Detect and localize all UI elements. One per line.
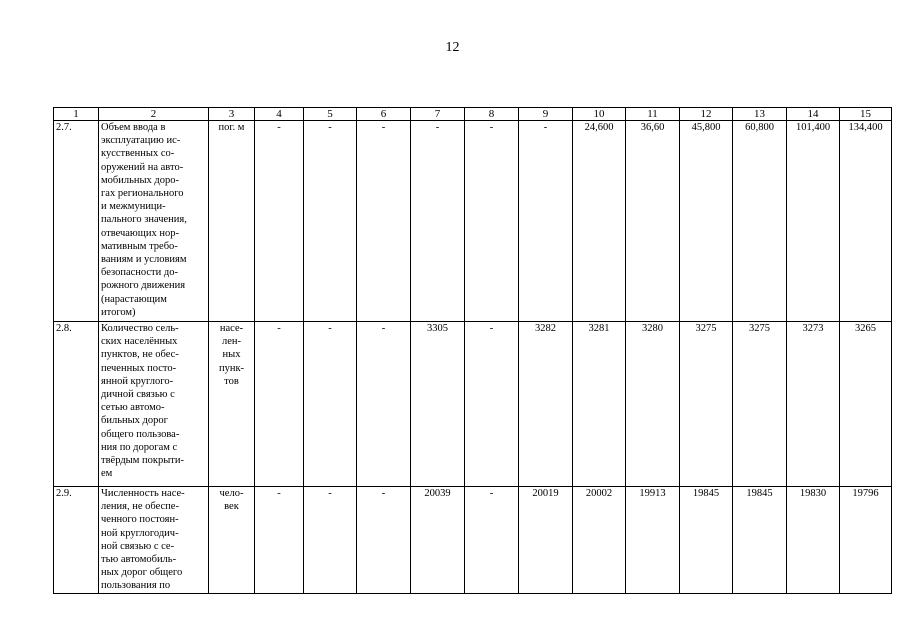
name-line: ной круглогодич- xyxy=(101,527,179,539)
name-line: гах регионального xyxy=(101,188,184,200)
value-cell: - xyxy=(255,121,304,322)
row-number: 2.8. xyxy=(54,322,99,487)
value-cell: 3275 xyxy=(733,322,787,487)
table-header-row xyxy=(54,108,892,121)
value-cell: 19913 xyxy=(626,487,680,594)
value-cell: 3282 xyxy=(519,322,573,487)
name-line: отвечающих нор- xyxy=(101,227,179,239)
name-line: и межмуници- xyxy=(101,201,166,213)
value-cell: 60,800 xyxy=(733,121,787,322)
table-row xyxy=(54,487,892,594)
value-cell: 36,60 xyxy=(626,121,680,322)
indicator-name xyxy=(99,322,209,487)
value-cell: 101,400 xyxy=(787,121,840,322)
unit-line: чело- xyxy=(219,488,244,499)
value-cell: 20019 xyxy=(519,487,573,594)
value-cell: - xyxy=(465,487,519,594)
value-cell: - xyxy=(255,322,304,487)
column-header: 3 xyxy=(209,108,255,121)
name-line: ваниям и условиям xyxy=(101,254,187,266)
column-header: 10 xyxy=(573,108,626,121)
value-cell: - xyxy=(255,487,304,594)
value-cell: 19830 xyxy=(787,487,840,594)
name-line: мобильных доро- xyxy=(101,174,180,186)
unit-line: лен- xyxy=(221,336,242,348)
value-cell: 19845 xyxy=(733,487,787,594)
name-line: бильных дорог xyxy=(101,415,168,427)
name-line: оружений на авто- xyxy=(101,161,184,173)
column-header: 1 xyxy=(54,108,99,121)
column-header: 14 xyxy=(787,108,840,121)
data-table xyxy=(53,107,892,594)
name-line: пунктов, не обес- xyxy=(101,349,179,361)
value-cell: - xyxy=(304,487,357,594)
name-line: (нарастающим xyxy=(101,293,167,305)
name-line: Численность насе- xyxy=(101,488,185,499)
name-line: пользования по xyxy=(101,580,171,592)
value-cell: 3273 xyxy=(787,322,840,487)
table-row xyxy=(54,322,892,487)
unit-line: пог. м xyxy=(218,122,245,133)
column-header: 9 xyxy=(519,108,573,121)
column-header: 8 xyxy=(465,108,519,121)
name-line: эксплуатацию ис- xyxy=(101,135,181,147)
value-cell: - xyxy=(357,487,411,594)
name-line: твёрдым покрыти- xyxy=(101,455,184,467)
indicator-name xyxy=(99,487,209,594)
unit-line: насе- xyxy=(219,323,244,334)
column-header: 7 xyxy=(411,108,465,121)
column-header: 2 xyxy=(99,108,209,121)
name-line: ем xyxy=(101,468,113,480)
name-line: Количество сель- xyxy=(101,323,179,334)
page-number: 12 xyxy=(445,40,460,55)
name-line: безопасности до- xyxy=(101,267,178,279)
value-cell: - xyxy=(465,322,519,487)
name-line: ных дорог общего xyxy=(101,567,183,579)
name-line: общего пользова- xyxy=(101,428,180,440)
unit-cell xyxy=(209,121,255,322)
column-header: 5 xyxy=(304,108,357,121)
unit-cell xyxy=(209,487,255,594)
name-line: печенных посто- xyxy=(101,362,177,374)
value-cell: 24,600 xyxy=(573,121,626,322)
name-line: ления, не обеспе- xyxy=(101,501,179,513)
name-line: сетью автомо- xyxy=(101,402,165,414)
name-line: итогом) xyxy=(101,306,136,318)
value-cell: 3281 xyxy=(573,322,626,487)
value-cell: 3275 xyxy=(680,322,733,487)
column-header: 12 xyxy=(680,108,733,121)
value-cell: 19845 xyxy=(680,487,733,594)
value-cell: 3305 xyxy=(411,322,465,487)
name-line: Объем ввода в xyxy=(101,122,166,133)
row-number: 2.7. xyxy=(54,121,99,322)
name-line: ной связью с се- xyxy=(101,540,175,552)
unit-line: тов xyxy=(224,375,239,387)
name-line: ния по дорогам с xyxy=(101,441,178,453)
indicator-name xyxy=(99,121,209,322)
value-cell: 20039 xyxy=(411,487,465,594)
value-cell: 134,400 xyxy=(840,121,892,322)
name-line: дичной связью с xyxy=(101,389,175,401)
name-line: ских населённых xyxy=(101,336,178,348)
value-cell: 20002 xyxy=(573,487,626,594)
unit-line: ных xyxy=(222,349,241,361)
unit-cell xyxy=(209,322,255,487)
name-line: кусственных со- xyxy=(101,148,175,160)
column-header: 11 xyxy=(626,108,680,121)
name-line: ченного постоян- xyxy=(101,514,179,526)
name-line: пального значения, xyxy=(101,214,187,226)
row-number: 2.9. xyxy=(54,487,99,594)
unit-line: век xyxy=(224,501,239,513)
value-cell: 3265 xyxy=(840,322,892,487)
column-header: 13 xyxy=(733,108,787,121)
value-cell: - xyxy=(411,121,465,322)
value-cell: 3280 xyxy=(626,322,680,487)
name-line: янной круглого- xyxy=(101,375,174,387)
value-cell: - xyxy=(519,121,573,322)
column-header: 15 xyxy=(840,108,892,121)
value-cell: - xyxy=(304,121,357,322)
unit-line: пунк- xyxy=(218,362,245,374)
value-cell: 19796 xyxy=(840,487,892,594)
value-cell: - xyxy=(357,121,411,322)
name-line: рожного движения xyxy=(101,280,186,292)
table-row xyxy=(54,121,892,322)
value-cell: - xyxy=(357,322,411,487)
value-cell: 45,800 xyxy=(680,121,733,322)
column-header: 4 xyxy=(255,108,304,121)
value-cell: - xyxy=(304,322,357,487)
name-line: тью автомобиль- xyxy=(101,554,177,566)
name-line: мативным требо- xyxy=(101,240,178,252)
value-cell: - xyxy=(465,121,519,322)
column-header: 6 xyxy=(357,108,411,121)
